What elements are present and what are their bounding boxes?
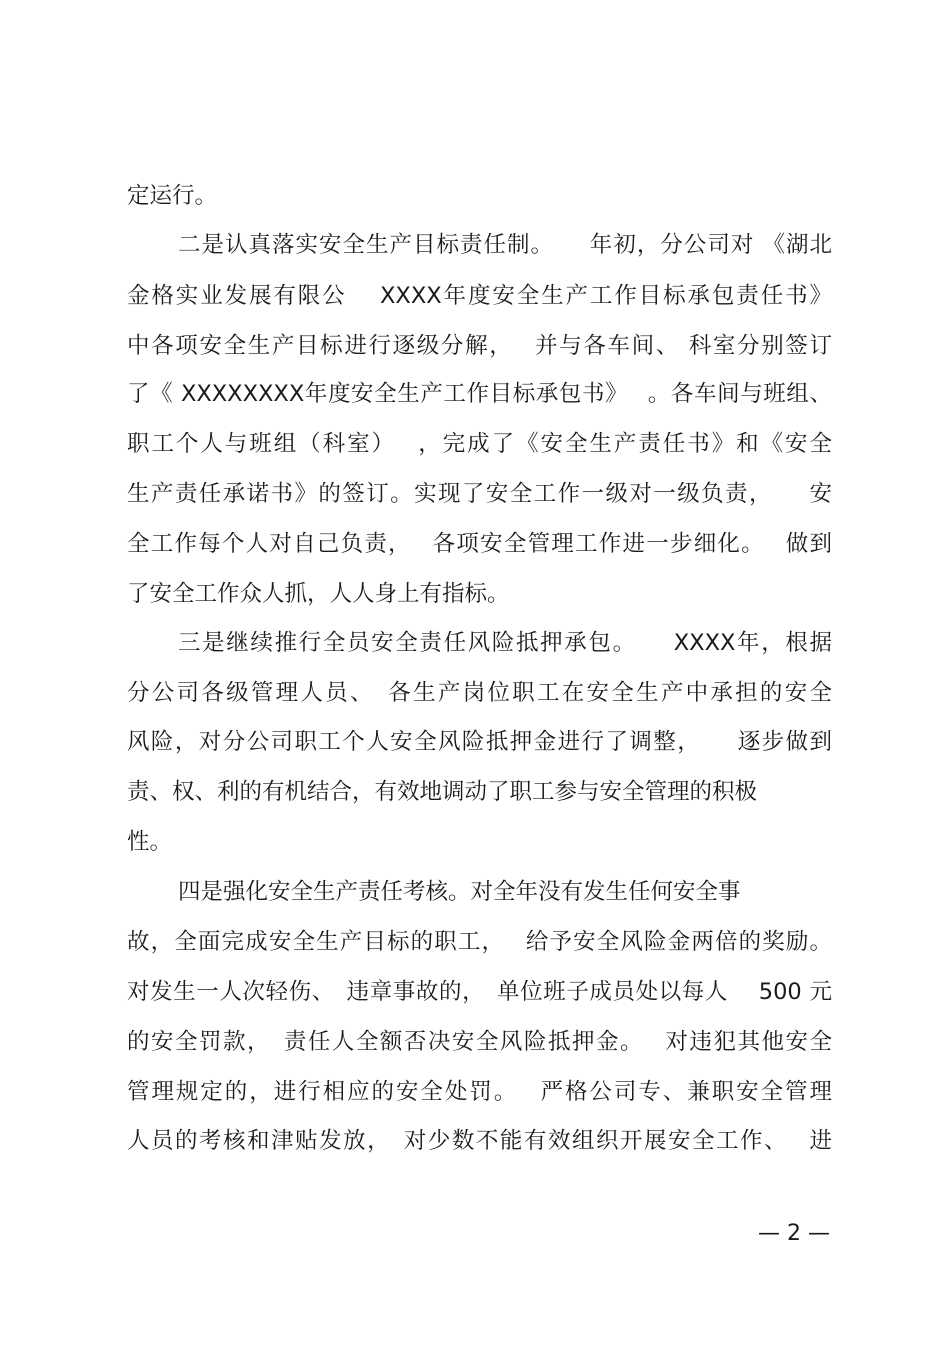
text-line: 性。: [127, 829, 173, 855]
text-line: 故，全面完成安全生产目标的职工， 给予安全风险金两倍的奖励。: [127, 929, 832, 955]
text-line: 风险，对分公司职工个人安全风险抵押金进行了调整， 逐步做到: [127, 729, 832, 755]
paragraph-2-start: 二是认真落实安全生产目标责任制。 年初，分公司对 《湖北: [178, 232, 832, 258]
text-line: 了《 XXXXXXXX年度安全生产工作目标承包书》 。各车间与班组、: [127, 381, 832, 407]
paragraph-4-start: 四是强化安全生产责任考核。对全年没有发生任何安全事: [178, 879, 741, 905]
text-line: 生产责任承诺书》的签订。实现了安全工作一级对一级负责， 安: [127, 481, 832, 507]
text-line: 管理规定的，进行相应的安全处罚。 严格公司专、兼职安全管理: [127, 1079, 832, 1105]
paragraph-3-start: 三是继续推行全员安全责任风险抵押承包。 XXXX年，根据: [178, 630, 832, 656]
text-line: 中各项安全生产目标进行逐级分解， 并与各车间、 科室分别签订: [127, 333, 832, 359]
text-line: 责、权、利的有机结合，有效地调动了职工参与安全管理的积极: [127, 779, 758, 805]
text-line: 职工个人与班组（科室） ，完成了《安全生产责任书》和《安全: [127, 431, 832, 457]
text-line: 定运行。: [127, 183, 218, 209]
text-line: 全工作每个人对自己负责， 各项安全管理工作进一步细化。 做到: [127, 531, 832, 557]
text-line: 分公司各级管理人员、 各生产岗位职工在安全生产中承担的安全: [127, 680, 832, 706]
text-line: 对发生一人次轻伤、 违章事故的， 单位班子成员处以每人 500 元: [127, 979, 832, 1005]
text-line: 金格实业发展有限公 XXXX年度安全生产工作目标承包责任书》: [127, 283, 832, 309]
text-line: 了安全工作众人抓，人人身上有指标。: [127, 581, 510, 607]
text-line: 的安全罚款， 责任人全额否决安全风险抵押金。 对违犯其他安全: [127, 1029, 832, 1055]
text-line: 人员的考核和津贴发放， 对少数不能有效组织开展安全工作、 进: [127, 1128, 832, 1154]
page-number: — 2 —: [758, 1221, 830, 1246]
